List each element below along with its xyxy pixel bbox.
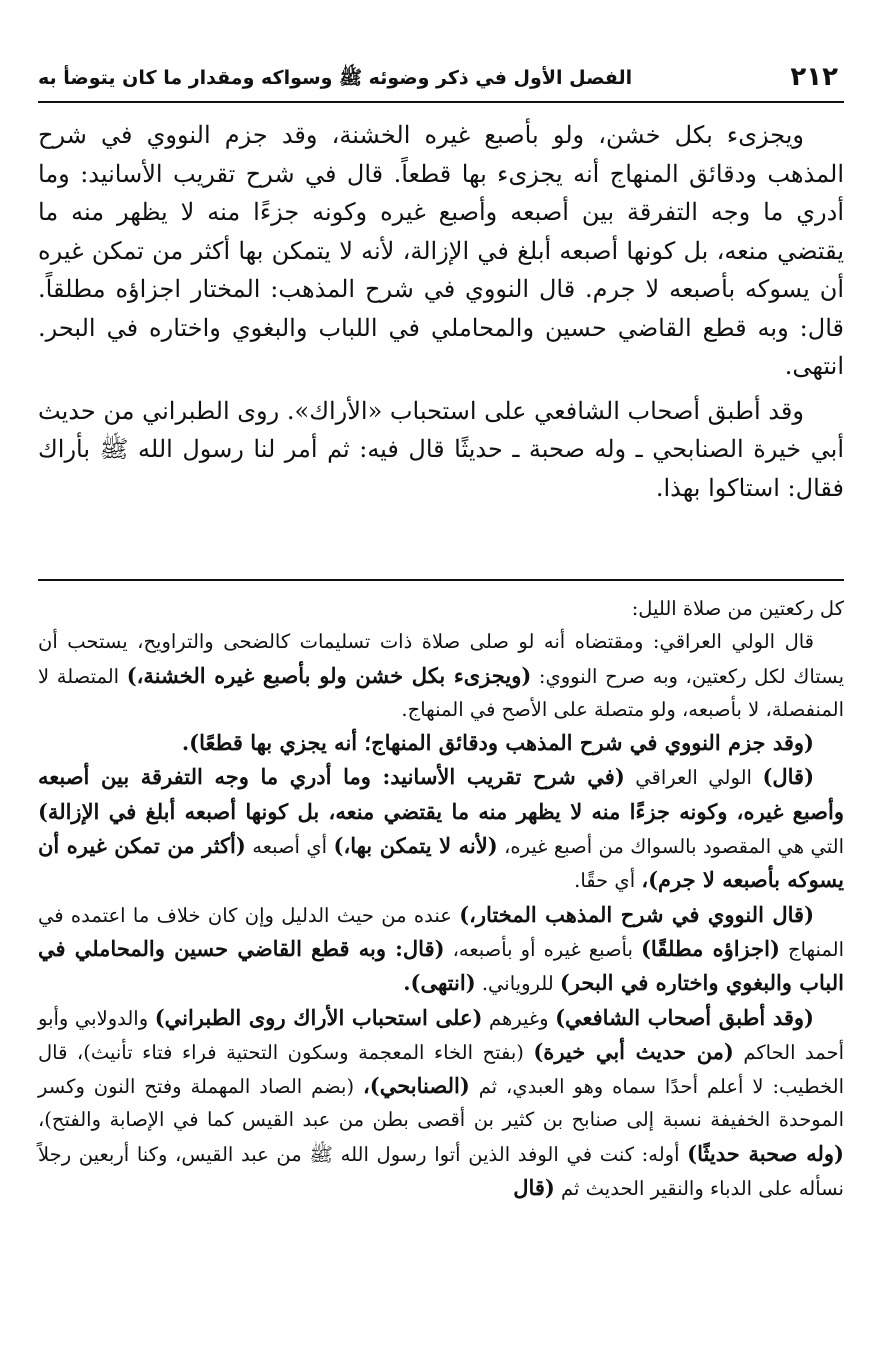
quoted-matn: (في شرح تقريب الأسانيد: وما أدري ما وجه التفرقة بين أصبعه وأصبع غيره، وكونه جزءًا منه لا يظهر منه ما يقتضي منعه، بل كونها أصبعه أبلغ في الإزالة) xyxy=(38,764,844,824)
quoted-matn: (اجزاؤه مطلقًا) xyxy=(641,935,780,961)
running-title: الفصل الأول في ذكر وضوئه ﷺ وسواكه ومقدار ما كان يتوضأ به xyxy=(38,67,633,89)
commentary-line-0: كل ركعتين من صلاة الليل: xyxy=(631,597,844,620)
quoted-matn: (قال xyxy=(513,1175,555,1201)
commentary-text: للروياني. xyxy=(475,972,560,996)
quoted-matn: (أكثر من تمكن غيره أن يسوكه بأصبعه لا جرم)، xyxy=(38,833,844,893)
commentary-text: (بفتح الخاء المعجمة وسكون التحتية فراء فتاء تأنيث)، قال الخطيب: لا أعلم أحدًا سماه وهو العبدي، ثم xyxy=(38,1040,844,1099)
commentary-text: وغيرهم xyxy=(482,1006,556,1030)
commentary-text: المتصلة لا المنفصلة، لا بأصبعه، ولو متصلة على الأصح في المنهاج. xyxy=(38,664,844,721)
commentary-paragraph-5 xyxy=(38,1001,844,1206)
quoted-matn: (انتهى). xyxy=(403,970,476,996)
commentary-text: (بضم الصاد المهملة وفتح النون وكسر الموحدة الخفيفة نسبة إلى صنابح بن كثير بن أقصى بطن من عبد القيس كما في الإصابة والفتح)، xyxy=(38,1075,844,1132)
commentary xyxy=(38,592,844,1205)
quoted-matn: (قال) xyxy=(762,764,815,790)
commentary-paragraph-4 xyxy=(38,898,844,1001)
commentary-text: الولي العراقي xyxy=(624,766,763,790)
commentary-paragraph-3 xyxy=(38,760,844,897)
commentary-text: أوله: كنت في الوفد الذين أتوا رسول الله ﷺ من عبد القيس، وكنا أربعين رجلاً نسأله على الدباء والنقير الحديث ثم xyxy=(38,1142,844,1201)
quoted-matn: (ويجزىء بكل خشن ولو بأصبع غيره الخشنة،) xyxy=(126,662,532,688)
commentary-text: التي هي المقصود بالسواك من أصبع غيره، xyxy=(497,835,845,859)
quoted-matn: (قال النووي في شرح المذهب المختار،) xyxy=(459,901,815,927)
header-rule xyxy=(38,101,844,103)
main-paragraph-1: ويجزىء بكل خشن، ولو بأصبع غيره الخشنة، وقد جزم النووي في شرح المذهب ودقائق المنهاج أنه يجزىء بها قطعاً. قال في شرح تقريب الأسانيد: وما أدري ما وجه التفرقة بين أصبعه وأصبع غيره وكونه جزءًا منه لا يظهر منه ما يقتضي منعه، بل كونها أصبعه أبلغ في الإزالة، لأنه لا يتمكن بها أكثر من تمكن غيره أن يسوكه بأصبعه لا جرم. قال النووي في شرح المذهب: المختار اجزاؤه مطلقاً. قال: وبه قطع القاضي حسين والمحاملي في اللباب والبغوي واختاره في البحر. انتهى. xyxy=(38,121,845,380)
page-number: ٢١٢ xyxy=(790,62,838,92)
quoted-matn: (الصنابحي)، xyxy=(363,1073,470,1099)
commentary-text: قال الولي العراقي: ومقتضاه أنه لو صلى صلاة ذات تسليمات كالضحى والتراويح، يستحب أن يستاك لكل ركعتين، وبه صرح النووي: xyxy=(38,630,844,688)
commentary-text: عنده من حيث الدليل وإن كان خلاف ما اعتمده في المنهاج xyxy=(38,903,845,961)
quoted-matn: (من حديث أبي خيرة) xyxy=(533,1038,734,1064)
footnote-separator xyxy=(38,579,844,581)
commentary-paragraph-2 xyxy=(38,726,844,760)
quoted-matn: (لأنه لا يتمكن بها،) xyxy=(333,833,498,859)
main-paragraph-2: وقد أطبق أصحاب الشافعي على استحباب «الأراك». روى الطبراني من حديث أبي خيرة الصنابحي ـ وله صحبة ـ حديثًا قال فيه: ثم أمر لنا رسول الله ﷺ بأراك فقال: استاكوا بهذا. xyxy=(38,396,844,502)
quoted-matn: (قال: وبه قطع القاضي حسين والمحاملي في الباب والبغوي واختاره في البحر) xyxy=(38,935,844,996)
quoted-matn: (وله صحبة حديثًا) xyxy=(687,1140,844,1166)
commentary-text: أي أصبعه xyxy=(245,835,334,859)
commentary-text: بأصبع غيره أو بأصبعه، xyxy=(444,937,641,961)
commentary-text: والدولابي وأبو أحمد الحاكم xyxy=(38,1006,844,1064)
quoted-matn: (على استحباب الأراك روى الطبراني) xyxy=(154,1004,483,1030)
page-header xyxy=(38,62,838,94)
quoted-matn: (وقد جزم النووي في شرح المذهب ودقائق المنهاج؛ أنه يجزي بها قطعًا). xyxy=(181,730,814,756)
commentary-paragraph-1 xyxy=(38,625,844,726)
main-text xyxy=(38,116,844,507)
commentary-text: أي حقًا. xyxy=(574,869,642,893)
quoted-matn: (وقد أطبق أصحاب الشافعي) xyxy=(555,1004,814,1030)
